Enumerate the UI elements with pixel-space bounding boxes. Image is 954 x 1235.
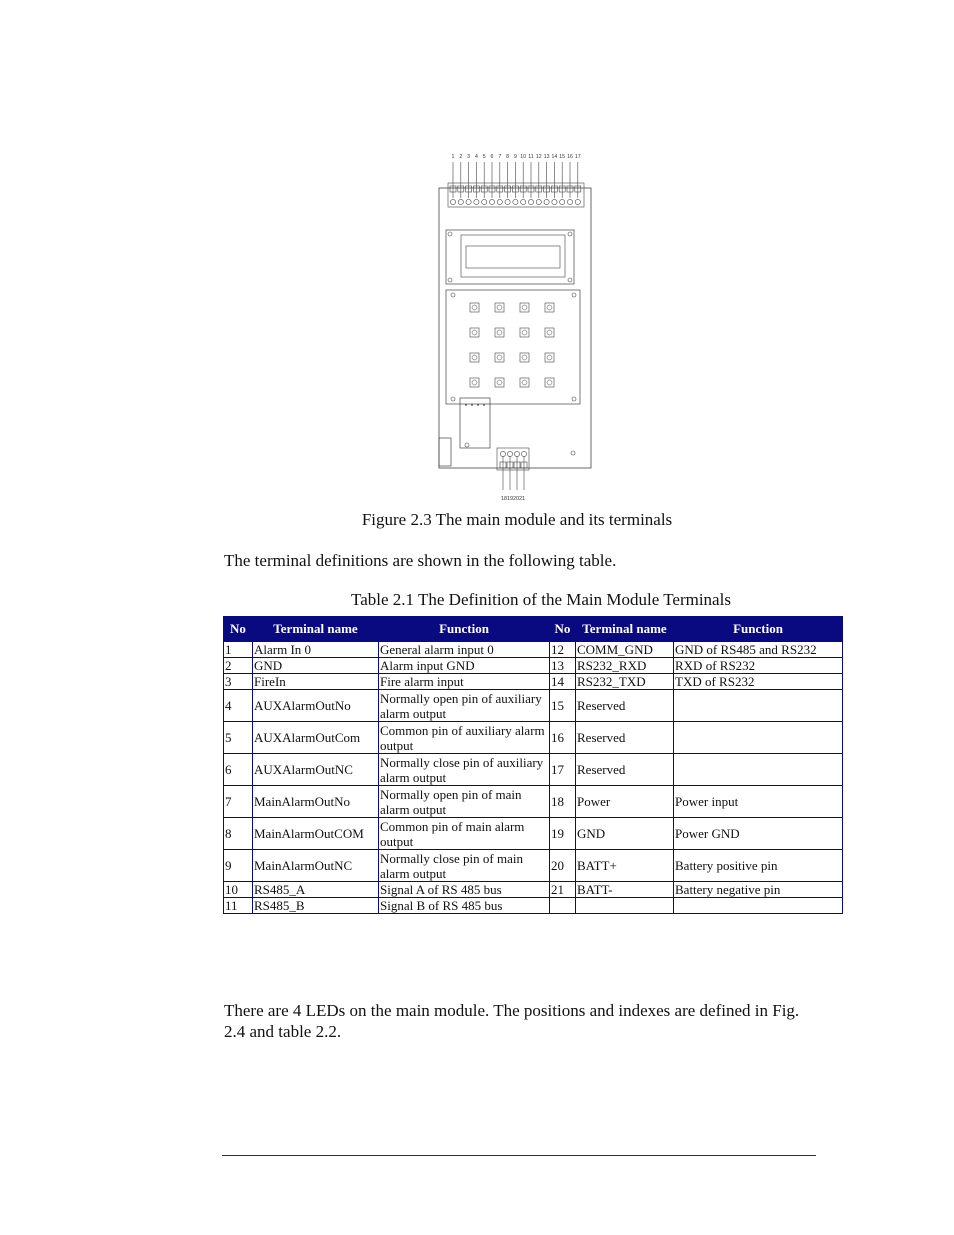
cell-function: Power input xyxy=(674,786,843,818)
cell-no: 13 xyxy=(550,658,576,674)
cell-function: Common pin of auxiliary alarm output xyxy=(379,722,550,754)
side-connector xyxy=(439,438,451,466)
relay-mount-hole xyxy=(465,443,469,447)
top-pin-number: 9 xyxy=(513,154,517,160)
bottom-pin-numbers: 18192021 xyxy=(501,496,525,502)
bottom-pin-screw xyxy=(514,451,519,456)
cell-terminal-name: Reserved xyxy=(576,722,674,754)
cell-terminal-name: AUXAlarmOutNo xyxy=(253,690,379,722)
keypad-key-center xyxy=(522,330,527,335)
top-pin-screw xyxy=(474,199,479,204)
top-pin-screw xyxy=(567,199,572,204)
table-row xyxy=(224,658,843,674)
top-pin-number: 10 xyxy=(520,154,527,160)
cell-function: Signal A of RS 485 bus xyxy=(379,882,550,898)
terminal-table xyxy=(223,616,843,914)
top-pin-screw xyxy=(575,199,580,204)
cell-no: 18 xyxy=(550,786,576,818)
cell-no: 21 xyxy=(550,882,576,898)
keypad-mount-hole xyxy=(451,397,455,401)
cell-terminal-name: MainAlarmOutCOM xyxy=(253,818,379,850)
top-pin-screw xyxy=(466,199,471,204)
cell-no: 15 xyxy=(550,690,576,722)
keypad-key-center xyxy=(472,355,477,360)
table-row xyxy=(224,850,843,882)
cell-terminal-name: GND xyxy=(253,658,379,674)
cell-function: Battery positive pin xyxy=(674,850,843,882)
keypad-key xyxy=(520,303,529,312)
top-pin-number: 8 xyxy=(506,154,510,160)
cell-function: Signal B of RS 485 bus xyxy=(379,898,550,914)
top-pin-number: 3 xyxy=(467,154,471,160)
cell-function xyxy=(674,722,843,754)
cell-terminal-name: MainAlarmOutNC xyxy=(253,850,379,882)
header-function-left: Function xyxy=(379,617,550,642)
top-pin-number: 7 xyxy=(498,154,502,160)
table-row xyxy=(224,818,843,850)
main-module-figure xyxy=(436,150,596,506)
cell-terminal-name: MainAlarmOutNo xyxy=(253,786,379,818)
table-row xyxy=(224,674,843,690)
cell-no: 8 xyxy=(224,818,253,850)
keypad-mount-hole xyxy=(451,293,455,297)
intro-paragraph: The terminal definitions are shown in the following table. xyxy=(224,551,617,570)
relay-pin-dot xyxy=(465,404,467,406)
cell-function: RXD of RS232 xyxy=(674,658,843,674)
top-pin-number: 11 xyxy=(528,154,534,160)
top-pin-screw xyxy=(552,199,557,204)
cell-function: General alarm input 0 xyxy=(379,642,550,658)
cell-function: Alarm input GND xyxy=(379,658,550,674)
relay-module xyxy=(460,398,490,448)
keypad-key-center xyxy=(497,330,502,335)
figure-caption: Figure 2.3 The main module and its terminals xyxy=(361,510,673,529)
top-pin-screw xyxy=(513,199,518,204)
cell-terminal-name: RS485_A xyxy=(253,882,379,898)
lcd-mount-hole xyxy=(568,232,572,236)
cell-no: 6 xyxy=(224,754,253,786)
cell-terminal-name: Power xyxy=(576,786,674,818)
cell-no xyxy=(550,898,576,914)
cell-no: 7 xyxy=(224,786,253,818)
cell-no: 17 xyxy=(550,754,576,786)
cell-function: Normally open pin of auxiliary alarm output xyxy=(379,690,550,722)
keypad-key xyxy=(520,353,529,362)
leds-paragraph: There are 4 LEDs on the main module. The positions and indexes are defined in Fig. 2.4 and table 2.2. xyxy=(224,1001,800,1041)
cell-function: GND of RS485 and RS232 xyxy=(674,642,843,658)
cell-terminal-name: AUXAlarmOutNC xyxy=(253,754,379,786)
cell-function xyxy=(674,898,843,914)
keypad-key xyxy=(470,303,479,312)
keypad-mount-hole xyxy=(572,397,576,401)
top-pin-screw xyxy=(560,199,565,204)
top-pin-screw xyxy=(482,199,487,204)
main-module-drawing xyxy=(436,150,596,506)
top-pin-screw xyxy=(528,199,533,204)
bottom-pin-screw xyxy=(521,451,526,456)
keypad-key xyxy=(545,303,554,312)
relay-pin-dot xyxy=(483,404,485,406)
keypad-key-center xyxy=(472,330,477,335)
cell-terminal-name: BATT- xyxy=(576,882,674,898)
cell-function: TXD of RS232 xyxy=(674,674,843,690)
top-pin-number: 14 xyxy=(551,154,558,160)
lcd-frame xyxy=(446,230,574,284)
keypad-key-center xyxy=(522,355,527,360)
cell-function: Battery negative pin xyxy=(674,882,843,898)
cell-terminal-name: Reserved xyxy=(576,754,674,786)
top-pin-screw xyxy=(497,199,502,204)
keypad-key-center xyxy=(497,380,502,385)
top-pin-screw xyxy=(489,199,494,204)
lcd-mount-hole xyxy=(448,278,452,282)
board-mount-hole xyxy=(571,451,575,455)
cell-terminal-name: RS232_TXD xyxy=(576,674,674,690)
cell-terminal-name: Reserved xyxy=(576,690,674,722)
cell-terminal-name: Alarm In 0 xyxy=(253,642,379,658)
top-pin-number: 12 xyxy=(535,154,542,160)
keypad-key xyxy=(495,353,504,362)
cell-terminal-name: FireIn xyxy=(253,674,379,690)
footer-rule xyxy=(222,1155,816,1156)
keypad-key-center xyxy=(547,380,552,385)
header-terminal-name-right: Terminal name xyxy=(576,617,674,642)
keypad-key xyxy=(495,303,504,312)
cell-terminal-name: GND xyxy=(576,818,674,850)
top-pin-number: 1 xyxy=(451,154,455,160)
keypad-key-center xyxy=(522,380,527,385)
cell-function: Power GND xyxy=(674,818,843,850)
top-pin-screw xyxy=(458,199,463,204)
cell-function: Normally open pin of main alarm output xyxy=(379,786,550,818)
keypad-key xyxy=(520,378,529,387)
keypad-key xyxy=(470,353,479,362)
table-row xyxy=(224,898,843,914)
top-pin-number: 13 xyxy=(543,154,550,160)
cell-function: Common pin of main alarm output xyxy=(379,818,550,850)
bottom-pin-screw xyxy=(500,451,505,456)
keypad-key xyxy=(495,328,504,337)
header-no-right: No xyxy=(550,617,576,642)
table-row xyxy=(224,786,843,818)
cell-no: 20 xyxy=(550,850,576,882)
cell-terminal-name: RS232_RXD xyxy=(576,658,674,674)
keypad-key-center xyxy=(472,305,477,310)
keypad-key xyxy=(545,353,554,362)
cell-no: 9 xyxy=(224,850,253,882)
cell-terminal-name: AUXAlarmOutCom xyxy=(253,722,379,754)
table-row xyxy=(224,882,843,898)
relay-pin-dot xyxy=(471,404,473,406)
lcd-mount-hole xyxy=(448,232,452,236)
cell-terminal-name: BATT+ xyxy=(576,850,674,882)
top-pin-number: 4 xyxy=(474,154,478,160)
keypad-key-center xyxy=(547,330,552,335)
table-row xyxy=(224,754,843,786)
top-pin-screw xyxy=(536,199,541,204)
cell-no: 10 xyxy=(224,882,253,898)
top-pin-number: 15 xyxy=(559,154,566,160)
cell-no: 19 xyxy=(550,818,576,850)
cell-function: Fire alarm input xyxy=(379,674,550,690)
top-pin-number: 5 xyxy=(482,154,486,160)
keypad-key-center xyxy=(522,305,527,310)
cell-no: 3 xyxy=(224,674,253,690)
cell-terminal-name: RS485_B xyxy=(253,898,379,914)
cell-terminal-name: COMM_GND xyxy=(576,642,674,658)
cell-no: 5 xyxy=(224,722,253,754)
cell-function xyxy=(674,754,843,786)
lcd-screen xyxy=(466,246,560,268)
keypad-key-center xyxy=(497,355,502,360)
keypad-mount-hole xyxy=(572,293,576,297)
cell-function: Normally close pin of auxiliary alarm output xyxy=(379,754,550,786)
header-no-left: No xyxy=(224,617,253,642)
keypad-key xyxy=(470,328,479,337)
top-pin-number: 6 xyxy=(490,154,494,160)
lcd-mount-hole xyxy=(568,278,572,282)
keypad-key-center xyxy=(497,305,502,310)
keypad-key xyxy=(545,328,554,337)
table-row xyxy=(224,642,843,658)
top-pin-screw xyxy=(521,199,526,204)
cell-terminal-name xyxy=(576,898,674,914)
cell-function: Normally close pin of main alarm output xyxy=(379,850,550,882)
top-pin-number: 17 xyxy=(574,154,581,160)
table-caption: Table 2.1 The Definition of the Main Module Terminals xyxy=(351,590,731,609)
relay-pin-dot xyxy=(477,404,479,406)
top-pin-screw xyxy=(450,199,455,204)
lcd-bezel xyxy=(461,235,565,277)
top-pin-number: 16 xyxy=(567,154,573,160)
cell-no: 1 xyxy=(224,642,253,658)
keypad-key xyxy=(520,328,529,337)
top-pin-number: 2 xyxy=(459,154,463,160)
cell-no: 12 xyxy=(550,642,576,658)
cell-no: 11 xyxy=(224,898,253,914)
cell-function xyxy=(674,690,843,722)
table-header-row xyxy=(224,617,843,642)
cell-no: 4 xyxy=(224,690,253,722)
header-function-right: Function xyxy=(674,617,843,642)
top-pin-screw xyxy=(544,199,549,204)
bottom-pin-screw xyxy=(507,451,512,456)
keypad-key xyxy=(545,378,554,387)
cell-no: 2 xyxy=(224,658,253,674)
keypad-key-center xyxy=(472,380,477,385)
top-pin-screw xyxy=(505,199,510,204)
header-terminal-name-left: Terminal name xyxy=(253,617,379,642)
keypad-key xyxy=(495,378,504,387)
table-row xyxy=(224,722,843,754)
cell-no: 14 xyxy=(550,674,576,690)
keypad-key xyxy=(470,378,479,387)
keypad-key-center xyxy=(547,355,552,360)
keypad-key-center xyxy=(547,305,552,310)
table-row xyxy=(224,690,843,722)
cell-no: 16 xyxy=(550,722,576,754)
keypad-frame xyxy=(446,290,580,404)
